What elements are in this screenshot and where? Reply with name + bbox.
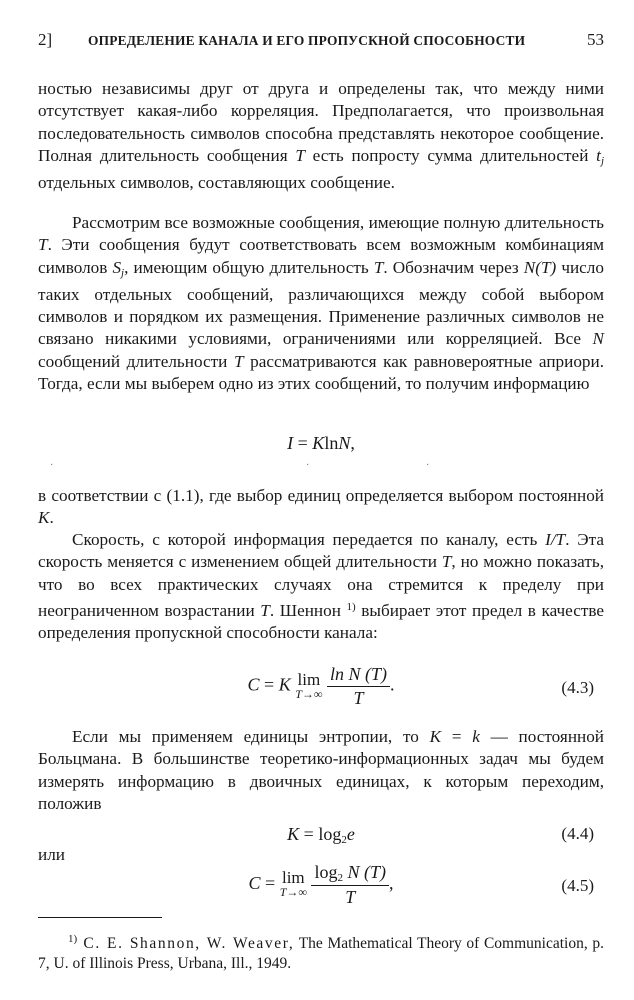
paragraph-1: ностью независимы друг от друга и определены так, что между ними отсутствует какая-либо корреляция. Предполагается, что произвольная последовательность символов способна представлять некоторое сообщение. Полная длительность сообщения T есть попросту сумма длительностей $t_j$ отдельных символов, составляющих сообщение. bbox=[38, 79, 604, 193]
footnote: $^{1)}$ C. E. Shannon, W. Weaver, The Mathematical Theory of Communication, p. 7, U. of Illinois Press, Urbana, Ill., 1949. bbox=[38, 933, 604, 972]
formula-4-3: C = K lim T→∞ $\frac{\text{ln N (T)}}{T}$ . (4.3) bbox=[247, 664, 594, 708]
formula-information: I = KlnN, bbox=[287, 433, 355, 453]
formula-4-5: C = lim T→∞ $\frac{\log_2 N (T)}{T}$ , (4.5) bbox=[248, 862, 594, 907]
paragraph-2: Рассмотрим все возможные сообщения, имеющие полную длительность T. Эти сообщения будут соответствовать всем возможным комбинациям символов $S_j$, имеющим общую длительность T. Обозначим через N(T) число таких отдельных сообщений, различающихся между собой выбором символов и порядком их размещения. Применение различных символов не связано никакими условиями, ограничениями или корреляцией. Все N сообщений длительности T рассматриваются как равновероятные априори. Тогда, если мы выберем одно из этих сообщений, то получим информацию bbox=[38, 213, 604, 394]
equation-number: (4.5) bbox=[561, 876, 594, 895]
limit-operator: lim T→∞ bbox=[279, 868, 307, 899]
page-number: 53 bbox=[587, 30, 604, 49]
limit-operator: lim T→∞ bbox=[295, 669, 323, 701]
paragraph-3: в соответствии с (1.1), где выбор единиц определяется выбором постоянной K. bbox=[38, 486, 604, 528]
running-title: ОПРЕДЕЛЕНИЕ КАНАЛА И ЕГО ПРОПУСКНОЙ СПОСОБНОСТИ bbox=[88, 33, 526, 48]
footnote-ref: 1) bbox=[346, 600, 356, 613]
paragraph-5: Если мы применяем единицы энтропии, то K = k — постоянной Больцмана. В большинстве теоретико-информационных задач мы будем измерять информацию в двоичных единицах, к которым переходим, положив bbox=[38, 727, 605, 813]
equation-number: (4.4) bbox=[561, 824, 594, 843]
paragraph-4: Скорость, с которой информация передается по каналу, есть I/T. Эта скорость меняется с изменением общей длительности T, но можно показать, что во всех практических случаях она стремится к пределу при неограниченном возрастании T. Шеннон $^{1)}$ выбирает этот предел в качестве определения пропускной способности канала: bbox=[38, 530, 605, 643]
page-header bbox=[38, 30, 604, 58]
formula-4-4: $K = \log_2e$ (4.4) bbox=[287, 824, 594, 846]
fraction: $\frac{\text{ln N (T)}}{T}$ bbox=[327, 664, 390, 709]
fraction: $\frac{\log_2 N (T)}{T}$ bbox=[311, 862, 389, 908]
equation-number: (4.3) bbox=[561, 678, 594, 697]
footnote-rule bbox=[38, 917, 162, 918]
section-number: 2] bbox=[38, 30, 53, 49]
conjunction-or: или bbox=[38, 845, 65, 864]
